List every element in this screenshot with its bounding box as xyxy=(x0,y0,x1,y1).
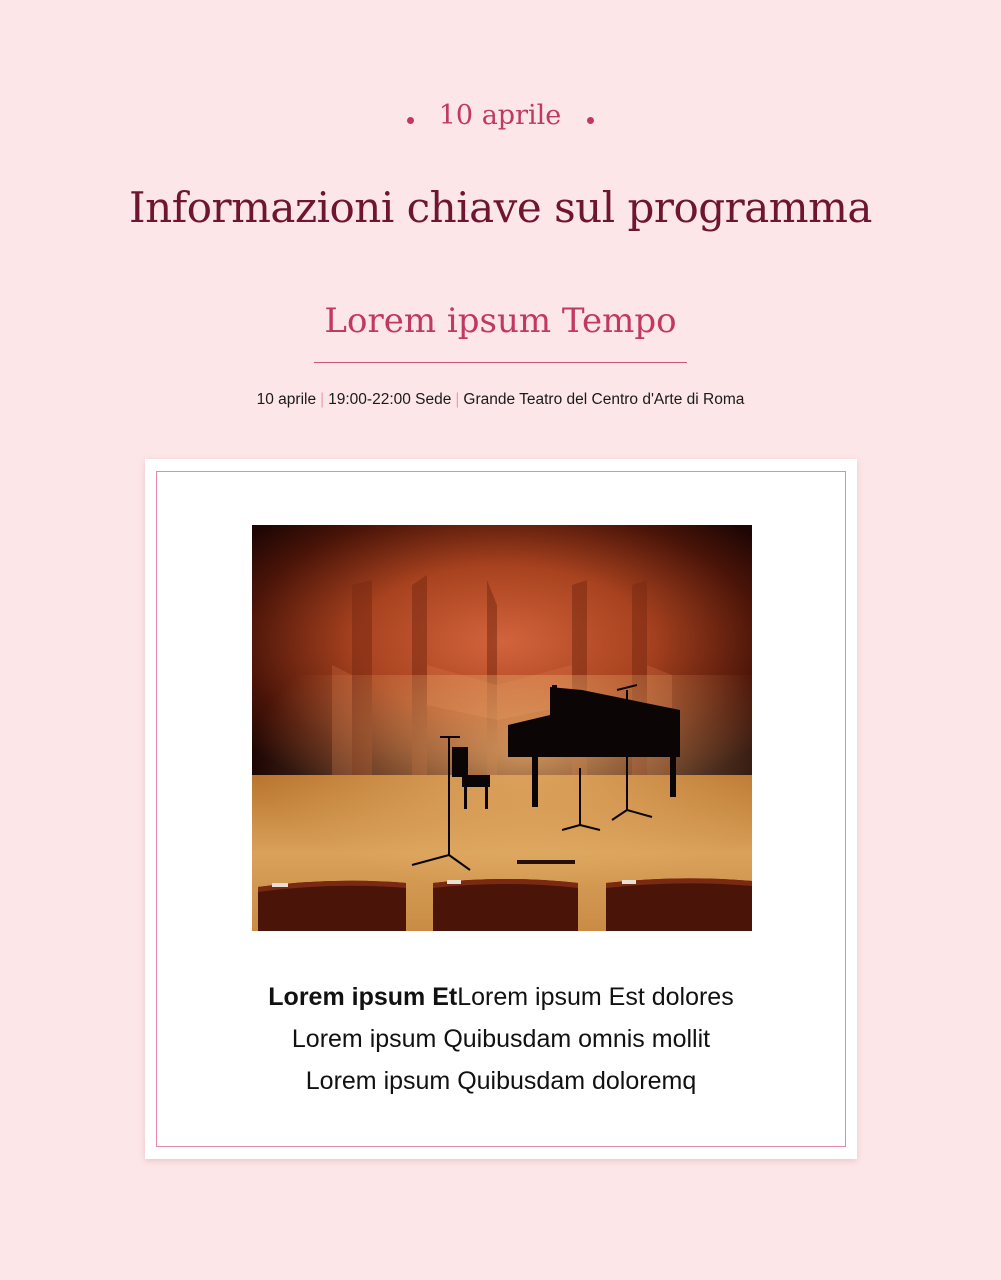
date-text: 10 aprile xyxy=(438,100,562,131)
bullet-dot-icon xyxy=(407,117,414,124)
meta-separator: | xyxy=(455,391,460,408)
card-caption xyxy=(157,976,845,1102)
meta-separator: | xyxy=(320,391,325,408)
bullet-dot-icon xyxy=(587,117,594,124)
date-heading xyxy=(0,96,1001,136)
caption-line-2: Lorem ipsum Quibusdam omnis mollit xyxy=(291,1025,711,1053)
subtitle-divider xyxy=(314,362,687,363)
caption-bold-lead: Lorem ipsum Et xyxy=(268,983,458,1011)
event-meta xyxy=(0,389,1001,411)
meta-time-venue-label: 19:00-22:00 Sede xyxy=(328,391,452,408)
card-inner-border xyxy=(156,471,846,1147)
caption-line-3: Lorem ipsum Quibusdam doloremq xyxy=(305,1067,697,1095)
caption-line-1 xyxy=(157,976,845,1018)
caption-line-1-rest: Lorem ipsum Est dolores xyxy=(457,983,734,1011)
page-title: Informazioni chiave sul programma xyxy=(129,183,872,232)
section-subtitle: Lorem ipsum Tempo xyxy=(324,301,677,341)
meta-venue: Grande Teatro del Centro d'Arte di Roma xyxy=(463,391,745,408)
meta-date: 10 aprile xyxy=(256,391,317,408)
program-card xyxy=(145,459,857,1159)
concert-stage-photo xyxy=(252,525,752,931)
